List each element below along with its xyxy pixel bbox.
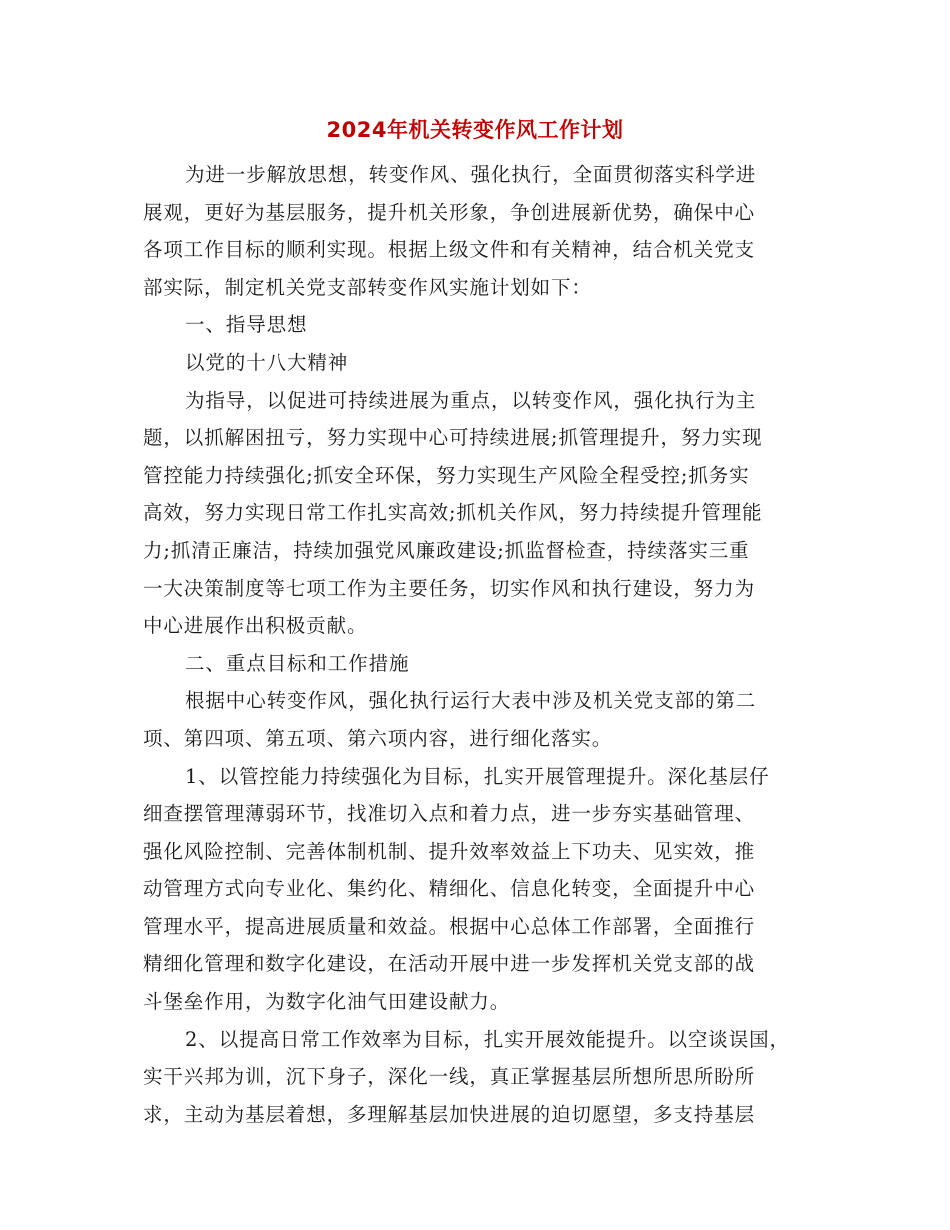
text-line: 以党的十八大精神 bbox=[185, 350, 349, 374]
text-line: 动管理方式向专业化、集约化、精细化、信息化转变，全面提升中心 bbox=[143, 877, 756, 901]
text-line: 2、以提高日常工作效率为目标，扎实开展效能提升。以空谈误国， bbox=[185, 1027, 790, 1051]
document-body bbox=[143, 156, 813, 1133]
text-line: 力;抓清正廉洁，持续加强党风廉政建设;抓监督检查，持续落实三重 bbox=[143, 538, 750, 562]
text-line: 强化风险控制、完善体制机制、提升效率效益上下功夫、见实效，推 bbox=[143, 839, 756, 863]
text-line: 二、重点目标和工作措施 bbox=[185, 651, 410, 675]
text-line: 管理水平，提高进展质量和效益。根据中心总体工作部署，全面推行 bbox=[143, 914, 756, 938]
text-line: 精细化管理和数字化建设，在活动开展中进一步发挥机关党支部的战 bbox=[143, 952, 756, 976]
text-line: 项、第四项、第五项、第六项内容，进行细化落实。 bbox=[143, 726, 613, 750]
text-line: 中心进展作出积极贡献。 bbox=[143, 614, 368, 638]
text-line: 一大决策制度等七项工作为主要任务，切实作风和执行建设，努力为 bbox=[143, 576, 756, 600]
text-line: 高效，努力实现日常工作扎实高效;抓机关作风，努力持续提升管理能 bbox=[143, 501, 763, 525]
text-line: 为进一步解放思想，转变作风、强化执行，全面贯彻落实科学进 bbox=[185, 163, 757, 186]
text-line: 题，以抓解困扭亏，努力实现中心可持续进展;抓管理提升，努力实现 bbox=[143, 426, 763, 450]
text-line: 根据中心转变作风，强化执行运行大表中涉及机关党支部的第二 bbox=[185, 689, 757, 713]
text-line: 一、指导思想 bbox=[185, 313, 308, 337]
text-line: 实干兴邦为训，沉下身子，深化一线，真正掌握基层所想所思所盼所 bbox=[143, 1065, 756, 1089]
text-line: 管控能力持续强化;抓安全环保，努力实现生产风险全程受控;抓务实 bbox=[143, 463, 750, 487]
text-line: 1、以管控能力持续强化为目标，扎实开展管理提升。深化基层仔 bbox=[185, 764, 770, 788]
text-line: 展观，更好为基层服务，提升机关形象，争创进展新优势，确保中心 bbox=[143, 200, 756, 224]
text-line: 各项工作目标的顺利实现。根据上级文件和有关精神，结合机关党支 bbox=[143, 238, 756, 262]
text-line: 细查摆管理薄弱环节，找准切入点和着力点，进一步夯实基础管理、 bbox=[143, 802, 756, 826]
text-line: 求，主动为基层着想，多理解基层加快进展的迫切愿望，多支持基层 bbox=[143, 1102, 756, 1126]
document-title: 2024年机关转变作风工作计划 bbox=[326, 118, 624, 142]
text-line: 部实际，制定机关党支部转变作风实施计划如下： bbox=[143, 275, 592, 299]
text-line: 斗堡垒作用，为数字化油气田建设献力。 bbox=[143, 990, 511, 1014]
text-line: 为指导，以促进可持续进展为重点，以转变作风，强化执行为主 bbox=[185, 388, 757, 412]
